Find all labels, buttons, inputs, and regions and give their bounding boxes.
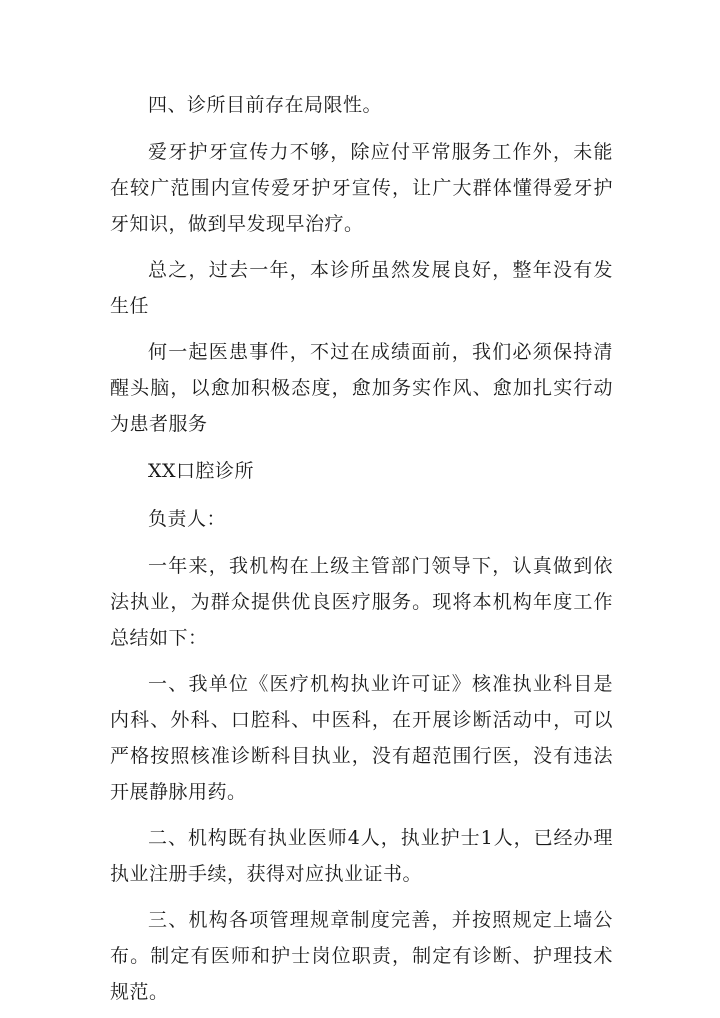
paragraph-person-in-charge: 负责人： [148,508,227,530]
paragraph-section-four-heading: 四、诊所目前存在局限性。 [148,94,383,116]
paragraph-summary-continued: 何一起医患事件，不过在成绩面前，我们必须保持清醒头脑，以愈加积极态度，愈加务实作风、愈加扎实行动为患者服务 [110,341,613,435]
paragraph-summary-start: 总之，过去一年，本诊所虽然发展良好，整年没有发生任 [110,259,613,317]
document-page [110,86,613,1010]
paragraph-annual-intro: 一年来，我机构在上级主管部门领导下，认真做到依法执业，为群众提供优良医疗服务。现将本机构年度工作总结如下： [110,555,613,649]
paragraph-section-three: 三、机构各项管理规章制度完善，并按照规定上墙公布。制定有医师和护士岗位职责，制定有诊断、护理技术规范。 [110,909,613,1003]
paragraph-section-one: 一、我单位《医疗机构执业许可证》核准执业科目是内科、外科、口腔科、中医科，在开展诊断活动中，可以严格按照核准诊断科目执业，没有超范围行医，没有违法开展静脉用药。 [110,673,613,803]
paragraph-publicity: 爱牙护牙宣传力不够，除应付平常服务工作外，未能在较广范围内宣传爱牙护牙宣传，让广大群体懂得爱牙护牙知识，做到早发现早治疗。 [110,141,613,235]
paragraph-section-two: 二、机构既有执业医师4人，执业护士1人，已经办理执业注册手续，获得对应执业证书。 [110,827,613,885]
paragraph-clinic-name: XX口腔诊所 [148,460,255,482]
